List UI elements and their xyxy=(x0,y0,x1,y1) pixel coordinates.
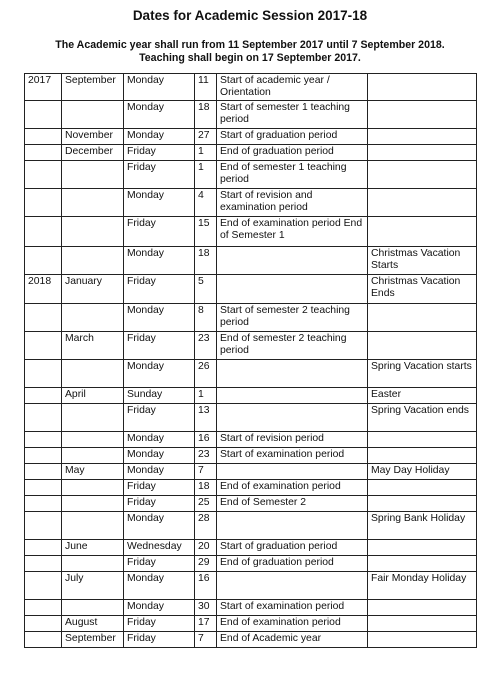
year-cell xyxy=(25,101,62,129)
date-cell: 18 xyxy=(195,101,217,129)
year-cell xyxy=(25,464,62,480)
date-cell: 15 xyxy=(195,217,217,247)
table-row xyxy=(25,556,477,572)
event-cell xyxy=(217,388,368,404)
month-cell: September xyxy=(62,74,124,101)
year-cell xyxy=(25,632,62,648)
vacation-cell xyxy=(368,101,477,129)
event-cell: End of graduation period xyxy=(217,145,368,161)
month-cell xyxy=(62,247,124,275)
day-cell: Friday xyxy=(124,145,195,161)
vacation-cell xyxy=(368,632,477,648)
month-cell: April xyxy=(62,388,124,404)
date-cell: 1 xyxy=(195,161,217,189)
date-cell: 27 xyxy=(195,129,217,145)
date-cell: 16 xyxy=(195,572,217,600)
vacation-cell: Christmas Vacation Ends xyxy=(368,275,477,304)
table-row xyxy=(25,496,477,512)
month-cell xyxy=(62,304,124,332)
month-cell xyxy=(62,432,124,448)
month-cell: January xyxy=(62,275,124,304)
year-cell xyxy=(25,360,62,388)
table-row xyxy=(25,129,477,145)
event-cell xyxy=(217,275,368,304)
day-cell: Monday xyxy=(124,74,195,101)
vacation-cell: Spring Vacation starts xyxy=(368,360,477,388)
month-cell xyxy=(62,512,124,540)
table-row xyxy=(25,572,477,600)
month-cell: May xyxy=(62,464,124,480)
vacation-cell xyxy=(368,161,477,189)
table-row xyxy=(25,304,477,332)
vacation-cell xyxy=(368,432,477,448)
event-cell xyxy=(217,404,368,432)
vacation-cell xyxy=(368,496,477,512)
table-row xyxy=(25,101,477,129)
date-cell: 23 xyxy=(195,332,217,360)
table-row xyxy=(25,247,477,275)
table-row xyxy=(25,632,477,648)
month-cell xyxy=(62,404,124,432)
year-cell xyxy=(25,512,62,540)
vacation-cell xyxy=(368,189,477,217)
year-cell xyxy=(25,388,62,404)
event-cell: End of Semester 2 xyxy=(217,496,368,512)
year-cell xyxy=(25,404,62,432)
day-cell: Monday xyxy=(124,572,195,600)
vacation-cell xyxy=(368,129,477,145)
page-title: Dates for Academic Session 2017-18 xyxy=(132,8,368,23)
event-cell: Start of examination period xyxy=(217,600,368,616)
day-cell: Friday xyxy=(124,556,195,572)
table-row xyxy=(25,432,477,448)
date-cell: 11 xyxy=(195,74,217,101)
month-cell xyxy=(62,360,124,388)
date-cell: 7 xyxy=(195,464,217,480)
vacation-cell: Spring Vacation ends xyxy=(368,404,477,432)
table-row xyxy=(25,74,477,101)
day-cell: Monday xyxy=(124,432,195,448)
table-row xyxy=(25,448,477,464)
day-cell: Monday xyxy=(124,129,195,145)
month-cell xyxy=(62,189,124,217)
subtitle-line-1: The Academic year shall run from 11 September 2017 until 7 September 2018. xyxy=(55,39,445,51)
day-cell: Monday xyxy=(124,600,195,616)
year-cell xyxy=(25,304,62,332)
event-cell: End of examination period xyxy=(217,616,368,632)
date-cell: 18 xyxy=(195,480,217,496)
date-cell: 8 xyxy=(195,304,217,332)
year-cell xyxy=(25,496,62,512)
event-cell xyxy=(217,360,368,388)
event-cell xyxy=(217,247,368,275)
year-cell xyxy=(25,556,62,572)
dates-table xyxy=(24,73,477,648)
day-cell: Friday xyxy=(124,275,195,304)
month-cell: November xyxy=(62,129,124,145)
table-row xyxy=(25,275,477,304)
month-cell xyxy=(62,448,124,464)
month-cell xyxy=(62,101,124,129)
month-cell: September xyxy=(62,632,124,648)
table-row xyxy=(25,540,477,556)
month-cell: March xyxy=(62,332,124,360)
date-cell: 20 xyxy=(195,540,217,556)
year-cell xyxy=(25,129,62,145)
day-cell: Sunday xyxy=(124,388,195,404)
day-cell: Friday xyxy=(124,332,195,360)
event-cell: End of semester 1 teaching period xyxy=(217,161,368,189)
vacation-cell xyxy=(368,556,477,572)
table-row xyxy=(25,161,477,189)
vacation-cell xyxy=(368,332,477,360)
day-cell: Monday xyxy=(124,189,195,217)
table-row xyxy=(25,600,477,616)
year-cell xyxy=(25,332,62,360)
event-cell xyxy=(217,464,368,480)
day-cell: Wednesday xyxy=(124,540,195,556)
day-cell: Monday xyxy=(124,360,195,388)
event-cell: Start of examination period xyxy=(217,448,368,464)
year-cell xyxy=(25,247,62,275)
day-cell: Friday xyxy=(124,161,195,189)
vacation-cell xyxy=(368,145,477,161)
day-cell: Friday xyxy=(124,217,195,247)
year-cell xyxy=(25,540,62,556)
table-row xyxy=(25,512,477,540)
date-cell: 28 xyxy=(195,512,217,540)
day-cell: Monday xyxy=(124,304,195,332)
date-cell: 16 xyxy=(195,432,217,448)
event-cell: Start of revision and examination period xyxy=(217,189,368,217)
date-cell: 7 xyxy=(195,632,217,648)
month-cell xyxy=(62,217,124,247)
event-cell: Start of academic year / Orientation xyxy=(217,74,368,101)
event-cell: Start of semester 1 teaching period xyxy=(217,101,368,129)
table-row xyxy=(25,388,477,404)
vacation-cell xyxy=(368,217,477,247)
month-cell: June xyxy=(62,540,124,556)
event-cell xyxy=(217,572,368,600)
vacation-cell: Spring Bank Holiday xyxy=(368,512,477,540)
day-cell: Friday xyxy=(124,404,195,432)
year-cell xyxy=(25,572,62,600)
date-cell: 29 xyxy=(195,556,217,572)
year-cell xyxy=(25,145,62,161)
date-cell: 25 xyxy=(195,496,217,512)
day-cell: Friday xyxy=(124,480,195,496)
date-cell: 5 xyxy=(195,275,217,304)
table-row xyxy=(25,189,477,217)
day-cell: Monday xyxy=(124,512,195,540)
vacation-cell xyxy=(368,600,477,616)
vacation-cell xyxy=(368,616,477,632)
month-cell xyxy=(62,161,124,189)
table-row xyxy=(25,616,477,632)
year-cell xyxy=(25,448,62,464)
event-cell: End of semester 2 teaching period xyxy=(217,332,368,360)
event-cell: Start of revision period xyxy=(217,432,368,448)
month-cell xyxy=(62,480,124,496)
event-cell: End of examination period End of Semester 1 xyxy=(217,217,368,247)
date-cell: 1 xyxy=(195,388,217,404)
table-row xyxy=(25,404,477,432)
date-cell: 4 xyxy=(195,189,217,217)
vacation-cell xyxy=(368,304,477,332)
year-cell xyxy=(25,189,62,217)
date-cell: 26 xyxy=(195,360,217,388)
event-cell: End of Academic year xyxy=(217,632,368,648)
table-row xyxy=(25,332,477,360)
month-cell: December xyxy=(62,145,124,161)
month-cell xyxy=(62,496,124,512)
date-cell: 17 xyxy=(195,616,217,632)
table-row xyxy=(25,217,477,247)
day-cell: Monday xyxy=(124,101,195,129)
year-cell: 2017 xyxy=(25,74,62,101)
day-cell: Monday xyxy=(124,448,195,464)
year-cell xyxy=(25,217,62,247)
day-cell: Monday xyxy=(124,464,195,480)
event-cell: Start of graduation period xyxy=(217,540,368,556)
month-cell xyxy=(62,600,124,616)
month-cell: August xyxy=(62,616,124,632)
day-cell: Monday xyxy=(124,247,195,275)
table-row xyxy=(25,480,477,496)
vacation-cell: Fair Monday Holiday xyxy=(368,572,477,600)
year-cell xyxy=(25,480,62,496)
year-cell: 2018 xyxy=(25,275,62,304)
date-cell: 30 xyxy=(195,600,217,616)
vacation-cell xyxy=(368,540,477,556)
year-cell xyxy=(25,432,62,448)
vacation-cell xyxy=(368,480,477,496)
event-cell: Start of semester 2 teaching period xyxy=(217,304,368,332)
date-cell: 23 xyxy=(195,448,217,464)
event-cell xyxy=(217,512,368,540)
month-cell: July xyxy=(62,572,124,600)
year-cell xyxy=(25,616,62,632)
vacation-cell xyxy=(368,74,477,101)
event-cell: Start of graduation period xyxy=(217,129,368,145)
date-cell: 1 xyxy=(195,145,217,161)
vacation-cell: Christmas Vacation Starts xyxy=(368,247,477,275)
date-cell: 13 xyxy=(195,404,217,432)
table-row xyxy=(25,360,477,388)
vacation-cell: Easter xyxy=(368,388,477,404)
date-cell: 18 xyxy=(195,247,217,275)
subtitle-line-2: Teaching shall begin on 17 September 2017. xyxy=(139,52,361,64)
vacation-cell xyxy=(368,448,477,464)
day-cell: Friday xyxy=(124,616,195,632)
year-cell xyxy=(25,600,62,616)
dates-table-body xyxy=(25,74,477,648)
year-cell xyxy=(25,161,62,189)
day-cell: Friday xyxy=(124,632,195,648)
vacation-cell: May Day Holiday xyxy=(368,464,477,480)
event-cell: End of graduation period xyxy=(217,556,368,572)
month-cell xyxy=(62,556,124,572)
table-row xyxy=(25,145,477,161)
day-cell: Friday xyxy=(124,496,195,512)
event-cell: End of examination period xyxy=(217,480,368,496)
table-row xyxy=(25,464,477,480)
